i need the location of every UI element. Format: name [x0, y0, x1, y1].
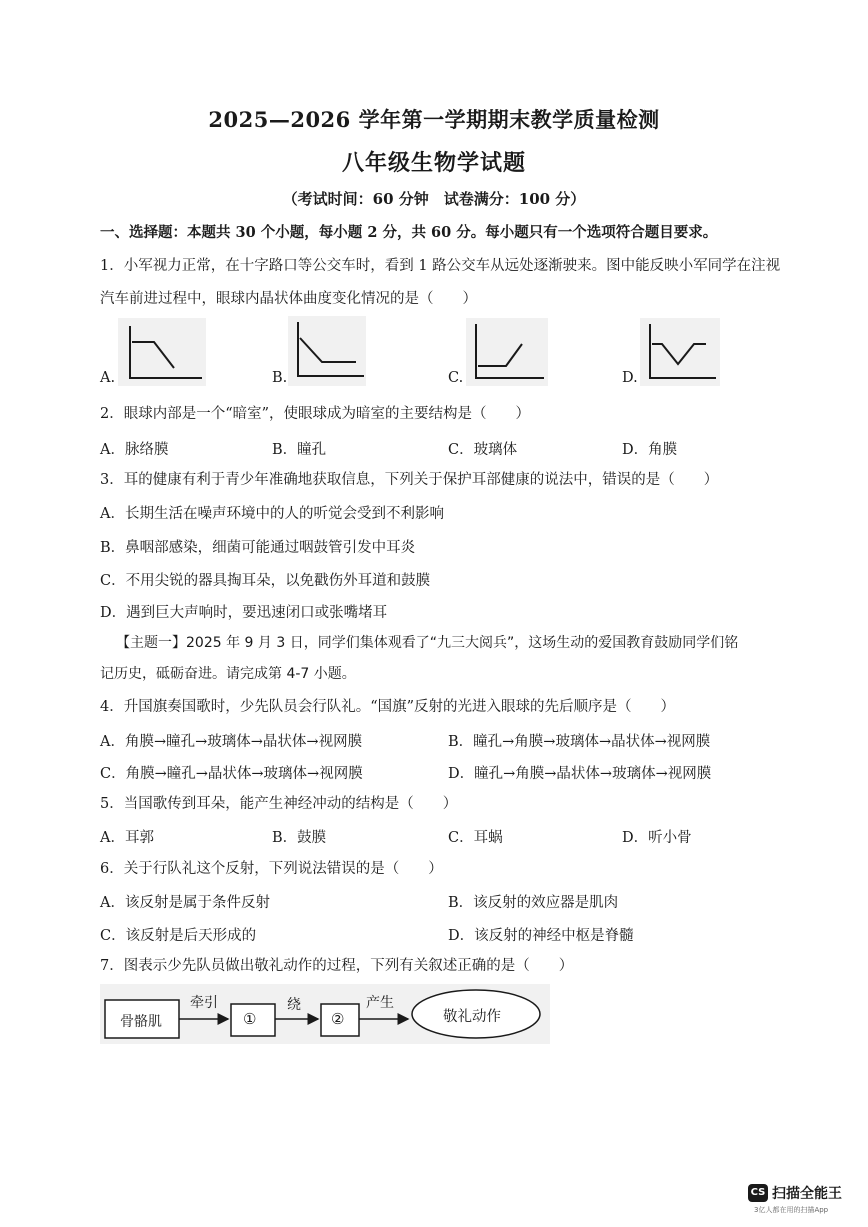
q5-option-a: A．耳郭 — [100, 830, 154, 846]
camscanner-logo-icon: CS — [748, 1184, 768, 1202]
q1-stem-line1: 1．小军视力正常，在十字路口等公交车时，看到 1 路公交车从远处逐渐驶来。图中能反映小军同学在注视 — [100, 258, 781, 274]
q1-graph-c — [466, 318, 548, 386]
q5-stem: 5．当国歌传到耳朵，能产生神经冲动的结构是（ ） — [100, 796, 458, 812]
arrow3-label: 产生 — [366, 995, 394, 1011]
theme1-line2: 记历史，砥砺奋进。请完成第 4-7 小题。 — [100, 666, 356, 682]
watermark-tagline: 3亿人都在用的扫描App — [754, 1206, 829, 1214]
q6-option-d: D．该反射的神经中枢是脊髓 — [448, 928, 634, 944]
q7-stem: 7．图表示少先队员做出敬礼动作的过程，下列有关叙述正确的是（ ） — [100, 958, 574, 974]
scanner-watermark — [748, 1180, 858, 1220]
q1-option-c-label: C. — [448, 370, 464, 386]
graph-a-axes — [130, 326, 202, 378]
graph-d-svg — [640, 318, 720, 386]
section-heading: 一、选择题：本题共 30 个小题，每小题 2 分，共 60 分。每小题只有一个选项符合题目要求。 — [100, 224, 718, 241]
q4-option-d: D．瞳孔→角膜→晶状体→玻璃体→视网膜 — [448, 766, 712, 782]
q3-option-d: D．遇到巨大声响时，要迅速闭口或张嘴堵耳 — [100, 605, 388, 621]
q2-option-a: A．脉络膜 — [100, 442, 169, 458]
q1-graph-a — [118, 318, 206, 386]
graph-d-axes — [650, 324, 716, 378]
q6-option-b: B．该反射的效应器是肌肉 — [448, 895, 619, 911]
q2-option-b: B．瞳孔 — [272, 442, 327, 458]
q6-option-c: C．该反射是后天形成的 — [100, 928, 257, 944]
graph-c-axes — [476, 324, 544, 378]
q1-stem-line2: 汽车前进过程中，眼球内晶状体曲度变化情况的是（ ） — [100, 291, 477, 307]
q5-option-b: B．鼓膜 — [272, 830, 327, 846]
arrow1-label: 牵引 — [190, 995, 218, 1011]
graph-c-curve — [478, 344, 522, 366]
q1-graph-d — [640, 318, 720, 386]
graph-a-svg — [118, 318, 206, 386]
graph-c-svg — [466, 318, 548, 386]
q1-option-d-label: D. — [622, 370, 638, 386]
q5-option-d: D．听小骨 — [622, 830, 692, 846]
q5-option-c: C．耳蜗 — [448, 830, 503, 846]
graph-d-curve — [652, 344, 706, 364]
q2-option-d: D．角膜 — [622, 442, 678, 458]
arrow2-label: 绕 — [287, 997, 301, 1013]
graph-b-curve — [300, 338, 356, 362]
graph-b-svg — [288, 316, 366, 386]
q4-option-b: B．瞳孔→角膜→玻璃体→晶状体→视网膜 — [448, 734, 711, 750]
theme1-line1: 【主题一】2025 年 9 月 3 日，同学们集体观看了“九三大阅兵”，这场生动的爱国教育鼓励同学们铭 — [116, 635, 739, 651]
q1-option-b-label: B. — [272, 370, 288, 386]
exam-title: 2025—2026 学年第一学期期末教学质量检测 — [208, 107, 660, 132]
q4-option-c: C．角膜→瞳孔→晶状体→玻璃体→视网膜 — [100, 766, 363, 782]
q1-option-a-label: A. — [100, 370, 116, 386]
q6-stem: 6．关于行队礼这个反射，下列说法错误的是（ ） — [100, 861, 443, 877]
box1-label: 骨骼肌 — [120, 1014, 162, 1030]
q3-option-b: B．鼻咽部感染，细菌可能通过咽鼓管引发中耳炎 — [100, 540, 416, 556]
graph-a-curve — [132, 342, 174, 368]
q3-option-c: C．不用尖锐的器具掏耳朵，以免戳伤外耳道和鼓膜 — [100, 573, 431, 589]
q3-stem: 3．耳的健康有利于青少年准确地获取信息，下列关于保护耳部健康的说法中，错误的是（ ） — [100, 472, 719, 488]
watermark-name: 扫描全能王 — [772, 1186, 842, 1202]
box3-label: ② — [331, 1010, 345, 1028]
q4-option-a: A．角膜→瞳孔→玻璃体→晶状体→视网膜 — [100, 734, 363, 750]
q1-graph-b — [288, 316, 366, 386]
box2-label: ① — [243, 1010, 257, 1028]
q3-option-a: A．长期生活在噪声环境中的人的听觉会受到不利影响 — [100, 506, 444, 522]
q2-option-c: C．玻璃体 — [448, 442, 518, 458]
exam-subtitle: 八年级生物学试题 — [341, 150, 526, 176]
ellipse-label: 敬礼动作 — [443, 1009, 501, 1025]
graph-b-axes — [298, 322, 364, 376]
q6-option-a: A．该反射是属于条件反射 — [100, 895, 270, 911]
q2-stem: 2．眼球内部是一个“暗室”，使眼球成为暗室的主要结构是（ ） — [100, 406, 531, 422]
q4-stem: 4．升国旗奏国歌时，少先队员会行队礼。“国旗”反射的光进入眼球的先后顺序是（ ） — [100, 699, 676, 715]
exam-info: （考试时间：60 分钟 试卷满分：100 分） — [282, 190, 586, 208]
q7-flow-diagram — [100, 984, 550, 1044]
